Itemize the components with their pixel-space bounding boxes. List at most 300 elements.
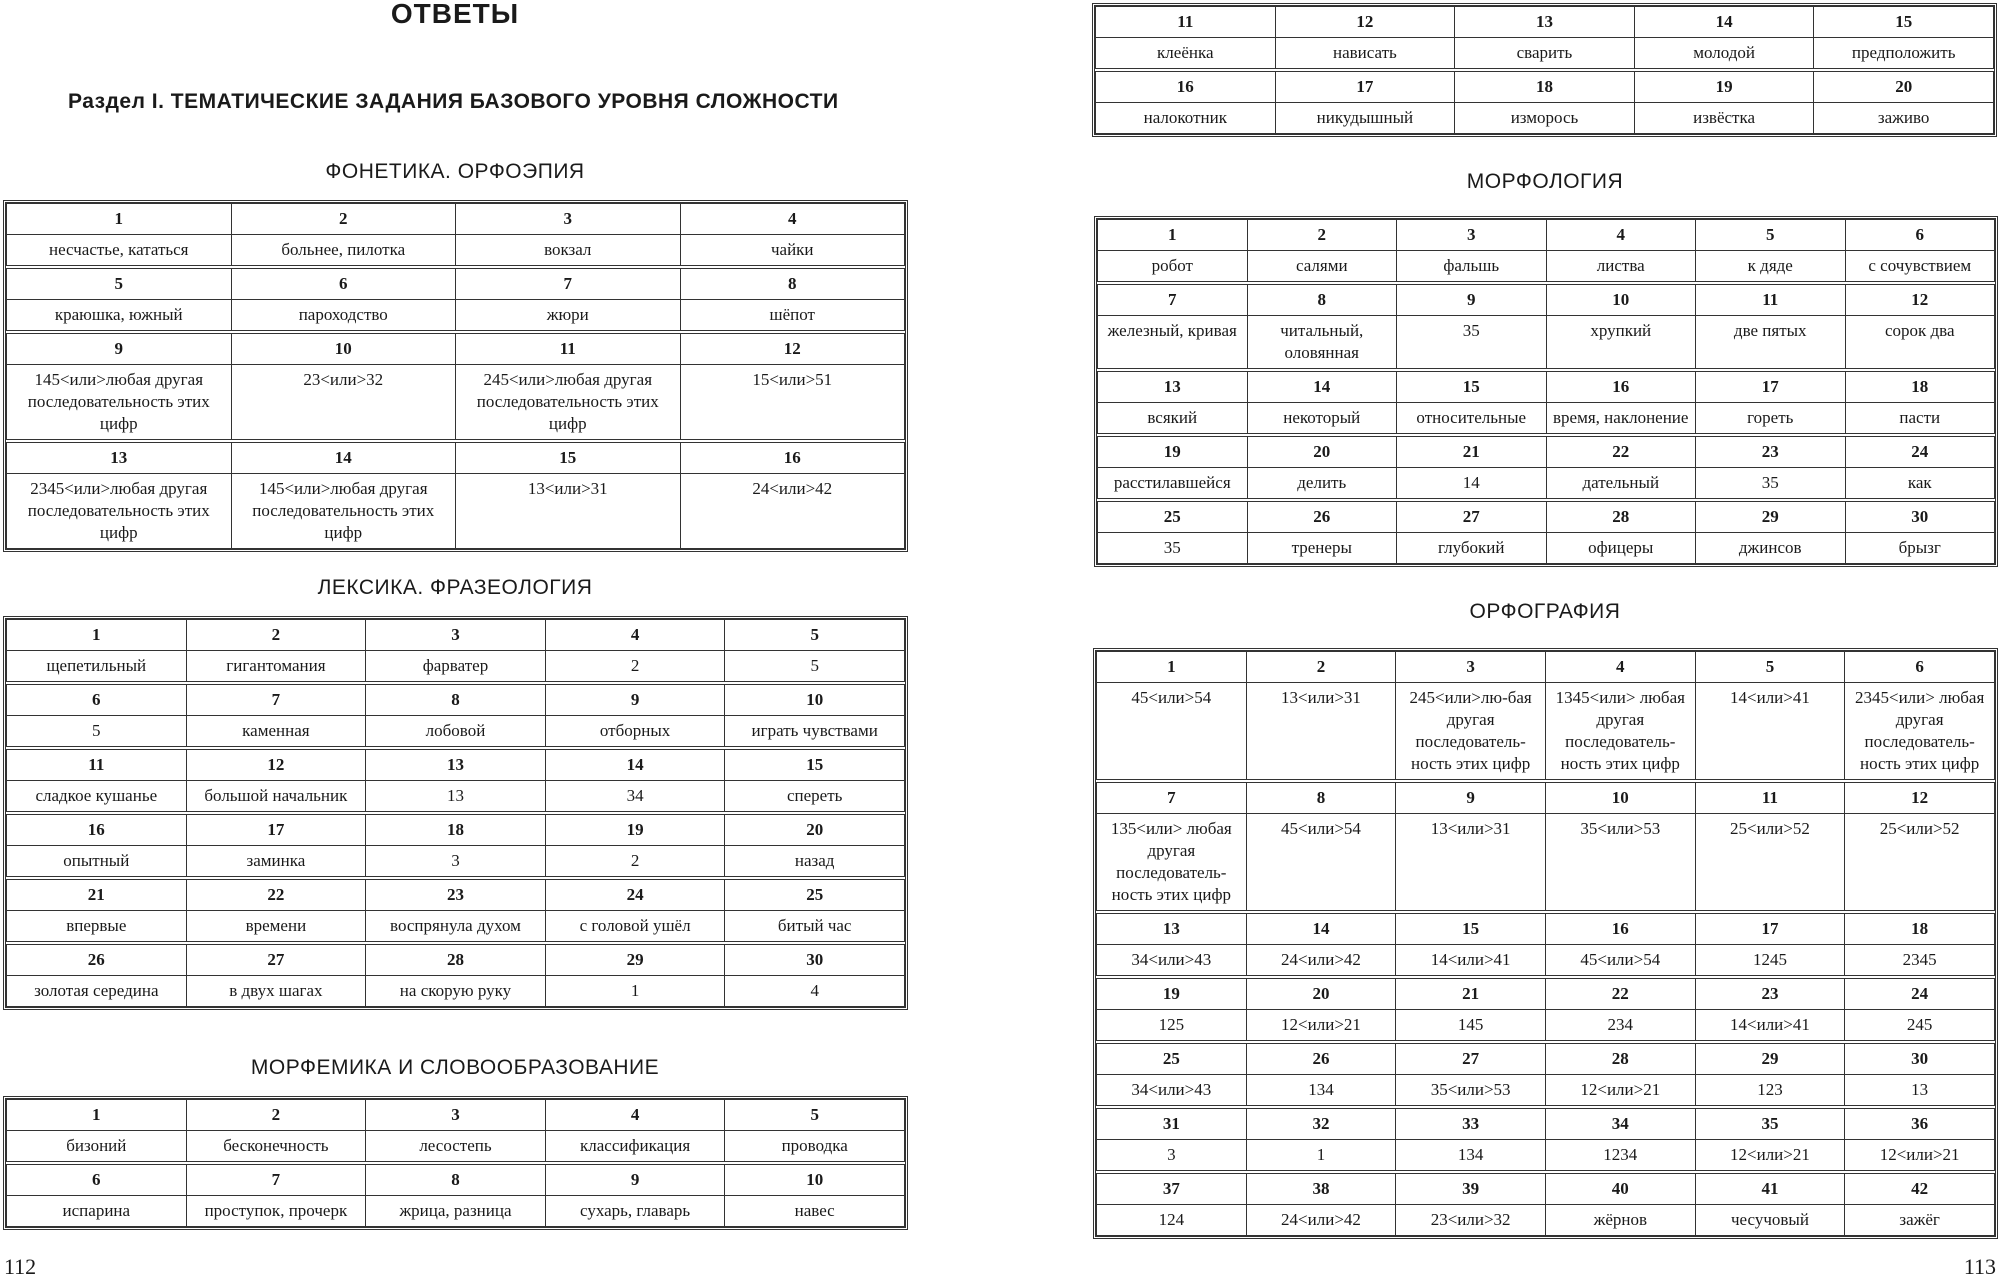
task-number: 11 [456, 332, 681, 365]
task-number: 24 [1845, 435, 1995, 468]
answers-grid [1097, 219, 1995, 564]
answer-row [7, 651, 905, 684]
answer-cell: никудышный [1275, 103, 1455, 134]
answer-cell: 25<или>52 [1845, 814, 1995, 913]
answer-cell: битый час [725, 911, 905, 944]
answer-cell: 1 [1246, 1140, 1396, 1173]
answer-cell: как [1845, 468, 1995, 501]
number-row [1098, 435, 1995, 468]
answers-grid [6, 1099, 905, 1227]
task-number: 12 [186, 748, 366, 781]
answer-cell: 24<или>42 [1246, 1205, 1396, 1236]
answer-cell: нависать [1275, 38, 1455, 71]
page-number-right: 113 [1963, 1254, 1996, 1279]
task-number: 23 [1696, 435, 1846, 468]
task-number: 32 [1246, 1107, 1396, 1140]
task-number: 30 [1845, 500, 1995, 533]
task-number: 7 [456, 267, 681, 300]
answer-cell: навес [725, 1196, 905, 1227]
task-number: 12 [1845, 283, 1995, 316]
task-number: 2 [186, 620, 366, 651]
answer-cell: 12<или>21 [1545, 1075, 1695, 1108]
lexics-title: ЛЕКСИКА. ФРАЗЕОЛОГИЯ [317, 576, 593, 599]
answer-cell: в двух шагах [186, 976, 366, 1007]
task-number: 7 [186, 1163, 366, 1196]
answer-cell: 34 [545, 781, 725, 814]
answer-cell: молодой [1634, 38, 1814, 71]
task-number: 13 [1097, 912, 1247, 945]
left-page [0, 0, 910, 1286]
answer-cell: предположить [1814, 38, 1994, 71]
task-number: 16 [1546, 370, 1696, 403]
answer-row [1097, 814, 1995, 913]
number-row [7, 332, 905, 365]
task-number: 18 [366, 813, 546, 846]
task-number: 12 [680, 332, 905, 365]
answer-cell: 24<или>42 [1246, 945, 1396, 978]
answer-cell: хрупкий [1546, 316, 1696, 371]
task-number: 14 [1634, 7, 1814, 38]
answer-cell: робот [1098, 251, 1248, 284]
answer-cell: изморось [1455, 103, 1635, 134]
task-number: 8 [680, 267, 905, 300]
answer-row [1097, 1205, 1995, 1236]
answer-cell: 34<или>43 [1097, 945, 1247, 978]
task-number: 36 [1845, 1107, 1995, 1140]
answer-cell: шёпот [680, 300, 905, 333]
task-number: 27 [186, 943, 366, 976]
answer-cell: лобовой [366, 716, 546, 749]
answer-cell: несчастье, кататься [7, 235, 232, 268]
answer-cell: 134 [1246, 1075, 1396, 1108]
answer-cell: брызг [1845, 533, 1995, 564]
task-number: 1 [7, 204, 232, 235]
number-row [1096, 7, 1994, 38]
answer-cell: салями [1247, 251, 1397, 284]
answer-cell: каменная [186, 716, 366, 749]
task-number: 17 [186, 813, 366, 846]
page-number-left: 112 [4, 1254, 37, 1279]
number-row [7, 620, 905, 651]
answer-cell: пасти [1845, 403, 1995, 436]
number-row [7, 683, 905, 716]
answer-row [7, 1196, 905, 1227]
task-number: 19 [1098, 435, 1248, 468]
task-number: 11 [1695, 781, 1845, 814]
number-row [1097, 781, 1995, 814]
task-number: 1 [1097, 652, 1247, 683]
answer-cell: две пятых [1696, 316, 1846, 371]
answer-cell: 2 [545, 846, 725, 879]
answer-cell: впервые [7, 911, 187, 944]
answer-cell: тренеры [1247, 533, 1397, 564]
task-number: 11 [7, 748, 187, 781]
answer-cell: джинсов [1696, 533, 1846, 564]
task-number: 20 [1814, 70, 1994, 103]
answer-row [7, 911, 905, 944]
answer-cell: 23<или>32 [1396, 1205, 1546, 1236]
number-row [1097, 1042, 1995, 1075]
number-row [1098, 500, 1995, 533]
answers-grid [6, 619, 905, 1007]
task-number: 25 [725, 878, 905, 911]
task-number: 35 [1695, 1107, 1845, 1140]
phonetics-title: ФОНЕТИКА. ОРФОЭПИЯ [325, 160, 585, 183]
morphology-table [1094, 216, 1998, 567]
task-number: 12 [1845, 781, 1995, 814]
task-number: 33 [1396, 1107, 1546, 1140]
answer-cell: глубокий [1397, 533, 1547, 564]
task-number: 2 [186, 1100, 366, 1131]
morphology-title: МОРФОЛОГИЯ [1466, 170, 1624, 193]
task-number: 4 [545, 620, 725, 651]
answer-cell: времени [186, 911, 366, 944]
answer-cell: читальный, оловянная [1247, 316, 1397, 371]
answer-cell: расстилавшейся [1098, 468, 1248, 501]
answer-cell: некоторый [1247, 403, 1397, 436]
number-row [1098, 283, 1995, 316]
answer-cell: отборных [545, 716, 725, 749]
answer-cell: офицеры [1546, 533, 1696, 564]
answer-cell: 2345 [1845, 945, 1995, 978]
answer-row [7, 365, 905, 442]
lexics-table [3, 616, 908, 1010]
task-number: 22 [186, 878, 366, 911]
task-number: 18 [1455, 70, 1635, 103]
answer-cell: листва [1546, 251, 1696, 284]
task-number: 9 [7, 332, 232, 365]
answer-cell: чайки [680, 235, 905, 268]
task-number: 26 [7, 943, 187, 976]
answer-cell: 145<или>любая другая последовательность этих цифр [7, 365, 232, 442]
answer-cell: 13<или>31 [1246, 683, 1396, 782]
number-row [1097, 652, 1995, 683]
number-row [7, 441, 905, 474]
task-number: 2 [1246, 652, 1396, 683]
task-number: 19 [545, 813, 725, 846]
morphemics-title: МОРФЕМИКА И СЛОВООБРАЗОВАНИЕ [250, 1056, 660, 1079]
answer-cell: 35<или>53 [1396, 1075, 1546, 1108]
answer-cell: 13<или>31 [1396, 814, 1546, 913]
answer-cell: вокзал [456, 235, 681, 268]
answer-cell: 45<или>54 [1097, 683, 1247, 782]
task-number: 3 [1396, 652, 1546, 683]
task-number: 15 [456, 441, 681, 474]
task-number: 4 [1545, 652, 1695, 683]
task-number: 23 [366, 878, 546, 911]
task-number: 16 [680, 441, 905, 474]
task-number: 21 [1396, 977, 1546, 1010]
task-number: 9 [545, 1163, 725, 1196]
answer-row [1097, 683, 1995, 782]
answer-cell: 125 [1097, 1010, 1247, 1043]
task-number: 12 [1275, 7, 1455, 38]
answer-cell: 45<или>54 [1545, 945, 1695, 978]
task-number: 28 [1545, 1042, 1695, 1075]
task-number: 9 [545, 683, 725, 716]
task-number: 30 [1845, 1042, 1995, 1075]
answer-cell: 234 [1545, 1010, 1695, 1043]
number-row [1098, 220, 1995, 251]
task-number: 8 [366, 1163, 546, 1196]
task-number: 16 [1096, 70, 1276, 103]
answer-cell: проступок, прочерк [186, 1196, 366, 1227]
task-number: 20 [1247, 435, 1397, 468]
answer-cell: железный, кривая [1098, 316, 1248, 371]
answer-cell: зажёг [1845, 1205, 1995, 1236]
answer-cell: 13 [1845, 1075, 1995, 1108]
answer-cell: к дяде [1696, 251, 1846, 284]
answer-cell: 14 [1397, 468, 1547, 501]
number-row [7, 1163, 905, 1196]
task-number: 19 [1097, 977, 1247, 1010]
answer-row [1096, 103, 1994, 134]
answer-cell: 35<или>53 [1545, 814, 1695, 913]
task-number: 13 [366, 748, 546, 781]
orthography-table [1093, 648, 1998, 1239]
number-row [1097, 1107, 1995, 1140]
answer-cell: 12<или>21 [1845, 1140, 1995, 1173]
answer-cell: 134 [1396, 1140, 1546, 1173]
answer-row [7, 474, 905, 549]
continued-table [1092, 3, 1997, 137]
answer-row [7, 846, 905, 879]
answer-cell: 35 [1696, 468, 1846, 501]
task-number: 8 [1246, 781, 1396, 814]
answer-cell: налокотник [1096, 103, 1276, 134]
answer-row [7, 716, 905, 749]
answer-row [1098, 403, 1995, 436]
answer-cell: 124 [1097, 1205, 1247, 1236]
answer-cell: фальшь [1397, 251, 1547, 284]
answer-cell: лесостепь [366, 1131, 546, 1164]
task-number: 21 [1397, 435, 1547, 468]
answer-cell: гореть [1696, 403, 1846, 436]
answer-row [1098, 316, 1995, 371]
task-number: 17 [1275, 70, 1455, 103]
answer-cell: 24<или>42 [680, 474, 905, 549]
answer-row [7, 235, 905, 268]
answer-cell: щепетильный [7, 651, 187, 684]
task-number: 6 [7, 1163, 187, 1196]
answer-cell: воспрянула духом [366, 911, 546, 944]
answer-cell: делить [1247, 468, 1397, 501]
answer-cell: дательный [1546, 468, 1696, 501]
answer-cell: 245 [1845, 1010, 1995, 1043]
task-number: 39 [1396, 1172, 1546, 1205]
task-number: 28 [1546, 500, 1696, 533]
task-number: 5 [1695, 652, 1845, 683]
task-number: 19 [1634, 70, 1814, 103]
answer-cell: 5 [725, 651, 905, 684]
answer-cell: 1 [545, 976, 725, 1007]
task-number: 8 [366, 683, 546, 716]
answer-cell: 13 [366, 781, 546, 814]
task-number: 27 [1397, 500, 1547, 533]
orthography-title: ОРФОГРАФИЯ [1469, 600, 1621, 623]
task-number: 2 [1247, 220, 1397, 251]
task-number: 2 [231, 204, 456, 235]
answer-cell: 25<или>52 [1695, 814, 1845, 913]
answer-cell: время, наклонение [1546, 403, 1696, 436]
task-number: 14 [545, 748, 725, 781]
answer-cell: 2345<или>любая другая последовательность этих цифр [7, 474, 232, 549]
number-row [7, 813, 905, 846]
number-row [7, 878, 905, 911]
task-number: 8 [1247, 283, 1397, 316]
task-number: 38 [1246, 1172, 1396, 1205]
answer-cell: 12<или>21 [1695, 1140, 1845, 1173]
section-title: Раздел I. ТЕМАТИЧЕСКИЕ ЗАДАНИЯ БАЗОВОГО УРОВНЯ СЛОЖНОСТИ [68, 90, 839, 113]
answer-cell: клеёнка [1096, 38, 1276, 71]
answer-cell: 3 [366, 846, 546, 879]
task-number: 31 [1097, 1107, 1247, 1140]
answer-cell: сладкое кушанье [7, 781, 187, 814]
answer-cell: 12<или>21 [1246, 1010, 1396, 1043]
task-number: 20 [1246, 977, 1396, 1010]
answer-cell: с сочувствием [1845, 251, 1995, 284]
answer-cell: на скорую руку [366, 976, 546, 1007]
answer-cell: 35 [1098, 533, 1248, 564]
answer-cell: сорок два [1845, 316, 1995, 371]
answer-cell: 145<или>любая другая последовательность этих цифр [231, 474, 456, 549]
answer-cell: жюри [456, 300, 681, 333]
task-number: 4 [545, 1100, 725, 1131]
answer-cell: сухарь, главарь [545, 1196, 725, 1227]
task-number: 7 [1098, 283, 1248, 316]
answer-cell: 14<или>41 [1695, 1010, 1845, 1043]
task-number: 1 [7, 620, 187, 651]
answer-cell: извёстка [1634, 103, 1814, 134]
answer-cell: пароходство [231, 300, 456, 333]
answer-cell: жёрнов [1545, 1205, 1695, 1236]
number-row [7, 943, 905, 976]
answer-cell: с головой ушёл [545, 911, 725, 944]
task-number: 7 [1097, 781, 1247, 814]
answers-grid [6, 203, 905, 549]
task-number: 4 [680, 204, 905, 235]
task-number: 7 [186, 683, 366, 716]
task-number: 13 [1098, 370, 1248, 403]
answer-cell: 23<или>32 [231, 365, 456, 442]
task-number: 42 [1845, 1172, 1995, 1205]
answer-cell: всякий [1098, 403, 1248, 436]
task-number: 3 [1397, 220, 1547, 251]
answer-cell: 5 [7, 716, 187, 749]
task-number: 28 [366, 943, 546, 976]
answers-grid [1095, 6, 1994, 134]
task-number: 25 [1097, 1042, 1247, 1075]
number-row [1097, 977, 1995, 1010]
task-number: 5 [725, 620, 905, 651]
task-number: 27 [1396, 1042, 1546, 1075]
task-number: 40 [1545, 1172, 1695, 1205]
task-number: 3 [366, 1100, 546, 1131]
answer-cell: относительные [1397, 403, 1547, 436]
answer-row [1097, 1010, 1995, 1043]
answer-row [7, 300, 905, 333]
task-number: 6 [1845, 652, 1995, 683]
task-number: 24 [545, 878, 725, 911]
task-number: 20 [725, 813, 905, 846]
task-number: 10 [231, 332, 456, 365]
answer-cell: бизоний [7, 1131, 187, 1164]
answer-row [7, 976, 905, 1007]
task-number: 21 [7, 878, 187, 911]
task-number: 10 [725, 1163, 905, 1196]
task-number: 11 [1696, 283, 1846, 316]
answer-row [1096, 38, 1994, 71]
number-row [7, 1100, 905, 1131]
task-number: 1 [7, 1100, 187, 1131]
task-number: 16 [1545, 912, 1695, 945]
morphemics-table [3, 1096, 908, 1230]
task-number: 15 [1396, 912, 1546, 945]
task-number: 10 [1546, 283, 1696, 316]
task-number: 29 [545, 943, 725, 976]
answer-row [1098, 251, 1995, 284]
answer-cell: 3 [1097, 1140, 1247, 1173]
task-number: 26 [1246, 1042, 1396, 1075]
task-number: 5 [725, 1100, 905, 1131]
answer-cell: 34<или>43 [1097, 1075, 1247, 1108]
task-number: 13 [7, 441, 232, 474]
answer-cell: заживо [1814, 103, 1994, 134]
task-number: 14 [1246, 912, 1396, 945]
task-number: 15 [1397, 370, 1547, 403]
task-number: 34 [1545, 1107, 1695, 1140]
task-number: 3 [456, 204, 681, 235]
task-number: 6 [7, 683, 187, 716]
answer-cell: опытный [7, 846, 187, 879]
answer-cell: чесучовый [1695, 1205, 1845, 1236]
answer-row [7, 781, 905, 814]
answer-cell: 135<или> любая другая последователь-ность этих цифр [1097, 814, 1247, 913]
task-number: 6 [1845, 220, 1995, 251]
answer-cell: 245<или>любая другая последовательность этих цифр [456, 365, 681, 442]
answer-cell: большой начальник [186, 781, 366, 814]
answer-cell: 1234 [1545, 1140, 1695, 1173]
number-row [7, 204, 905, 235]
answer-cell: 14<или>41 [1695, 683, 1845, 782]
answer-cell: 15<или>51 [680, 365, 905, 442]
answer-cell: 1345<или> любая другая последователь-ность этих цифр [1545, 683, 1695, 782]
number-row [7, 748, 905, 781]
answer-cell: 2345<или> любая другая последователь-ность этих цифр [1845, 683, 1995, 782]
answer-row [1098, 533, 1995, 564]
task-number: 5 [1696, 220, 1846, 251]
answer-cell: бесконечность [186, 1131, 366, 1164]
answer-row [1097, 1075, 1995, 1108]
task-number: 18 [1845, 912, 1995, 945]
task-number: 17 [1696, 370, 1846, 403]
task-number: 10 [725, 683, 905, 716]
answer-cell: классификация [545, 1131, 725, 1164]
right-page [1090, 0, 2000, 1286]
answer-cell: испарина [7, 1196, 187, 1227]
answers-grid [1096, 651, 1995, 1236]
task-number: 13 [1455, 7, 1635, 38]
task-number: 14 [1247, 370, 1397, 403]
answer-cell: фарватер [366, 651, 546, 684]
task-number: 26 [1247, 500, 1397, 533]
task-number: 14 [231, 441, 456, 474]
task-number: 10 [1545, 781, 1695, 814]
task-number: 29 [1696, 500, 1846, 533]
answer-cell: проводка [725, 1131, 905, 1164]
task-number: 15 [725, 748, 905, 781]
answer-cell: краюшка, южный [7, 300, 232, 333]
